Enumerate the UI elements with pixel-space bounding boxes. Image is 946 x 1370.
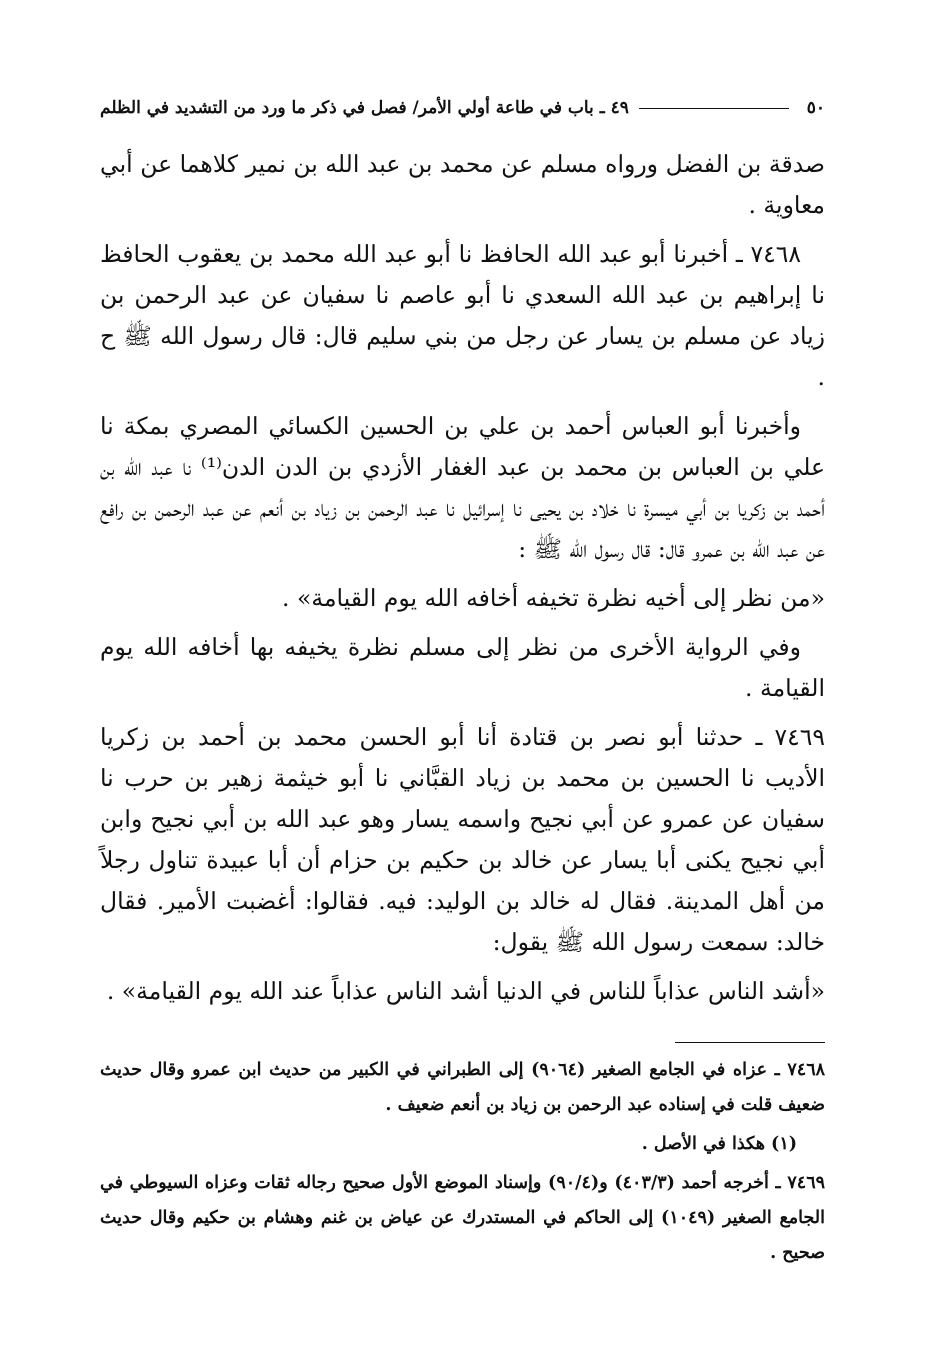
paragraph-continuation: صدقة بن الفضل ورواه مسلم عن محمد بن عبد الله بن نمير كلاهما عن أبي معاوية . bbox=[100, 150, 825, 219]
footnote-1: (١) هكذا في الأصل . bbox=[641, 1134, 797, 1154]
page-header bbox=[100, 88, 825, 128]
book-page bbox=[100, 88, 825, 1275]
running-title: ٤٩ ـ باب في طاعة أولي الأمر/ فصل في ذكر ما ورد من التشديد في الظلم bbox=[100, 98, 629, 118]
main-text bbox=[100, 144, 825, 1012]
footnote-7469: ٧٤٦٩ ـ أخرجه أحمد (٤٠٣/٣) و(٩٠/٤) وإسناد الموضع الأول صحيح رجاله ثقات وعزاه السيوطي في الجامع الصغير (١٠٤٩) إلى الحاكم في المستدرك عن عياض بن غنم وهشام بن حكيم وقال حديث صحيح . bbox=[100, 1173, 826, 1263]
footnote-7468: ٧٤٦٨ ـ عزاه في الجامع الصغير (٩٠٦٤) إلى الطبراني في الكبير من حديث ابن عمرو وقال حديث ضعيف قلت في إسناده عبد الرحمن بن زياد بن أنعم ضعيف . bbox=[100, 1060, 825, 1115]
other-narration: وفي الرواية الأخرى من نظر إلى مسلم نظرة يخيفه بها أخافه الله يوم القيامة . bbox=[100, 633, 825, 702]
footnote-separator bbox=[675, 1042, 825, 1043]
header-rule bbox=[639, 108, 789, 109]
footnotes bbox=[100, 1053, 825, 1271]
hadith-7468: ٧٤٦٨ ـ أخبرنا أبو عبد الله الحافظ نا أبو عبد الله محمد بن يعقوب الحافظ نا إبراهيم بن عبد الله السعدي نا أبو عاصم نا سفيان عن عبد الرحمن بن زياد عن مسلم بن يسار عن رجل من بني سليم قال: قال رسول الله ﷺ ح . bbox=[100, 240, 825, 391]
page-number: ٥٠ bbox=[806, 98, 825, 118]
hadith-quote-1: «من نظر إلى أخيه نظرة تخيفه أخافه الله يوم القيامة» . bbox=[282, 584, 825, 612]
hadith-7468-second-chain: وأخبرنا أبو العباس أحمد بن علي بن الحسين الكسائي المصري بمكة نا علي بن العباس بن محمد بن عبد الغفار الأزدي بن الدن الدن⁽¹⁾ نا عبد الله بن أحمد بن زكريا بن أبي ميسرة نا خلاد بن يحيى نا إسرائيل نا عبد الرحمن بن زياد بن أنعم عن عبد الرحمن بن رافع عن عبد الله بن عمرو قال: قال رسول الله ﷺ : bbox=[100, 412, 825, 563]
hadith-7469: ٧٤٦٩ ـ حدثنا أبو نصر بن قتادة أنا أبو الحسن محمد بن أحمد بن زكريا الأديب نا الحسين بن محمد بن زياد القبَّاني نا أبو خيثمة زهير بن حرب نا سفيان عن عمرو عن أبي نجيح واسمه يسار وهو عبد الله بن أبي نجيح وابن أبي نجيح يكنى أبا يسار عن خالد بن حكيم بن حزام أن أبا عبيدة تناول رجلاً من أهل المدينة. فقال له خالد بن الوليد: فيه. فقالوا: أغضبت الأمير. فقال خالد: سمعت رسول الله ﷺ يقول: bbox=[100, 723, 825, 956]
hadith-quote-2: «أشد الناس عذاباً للناس في الدنيا أشد الناس عذاباً عند الله يوم القيامة» . bbox=[106, 977, 825, 1005]
